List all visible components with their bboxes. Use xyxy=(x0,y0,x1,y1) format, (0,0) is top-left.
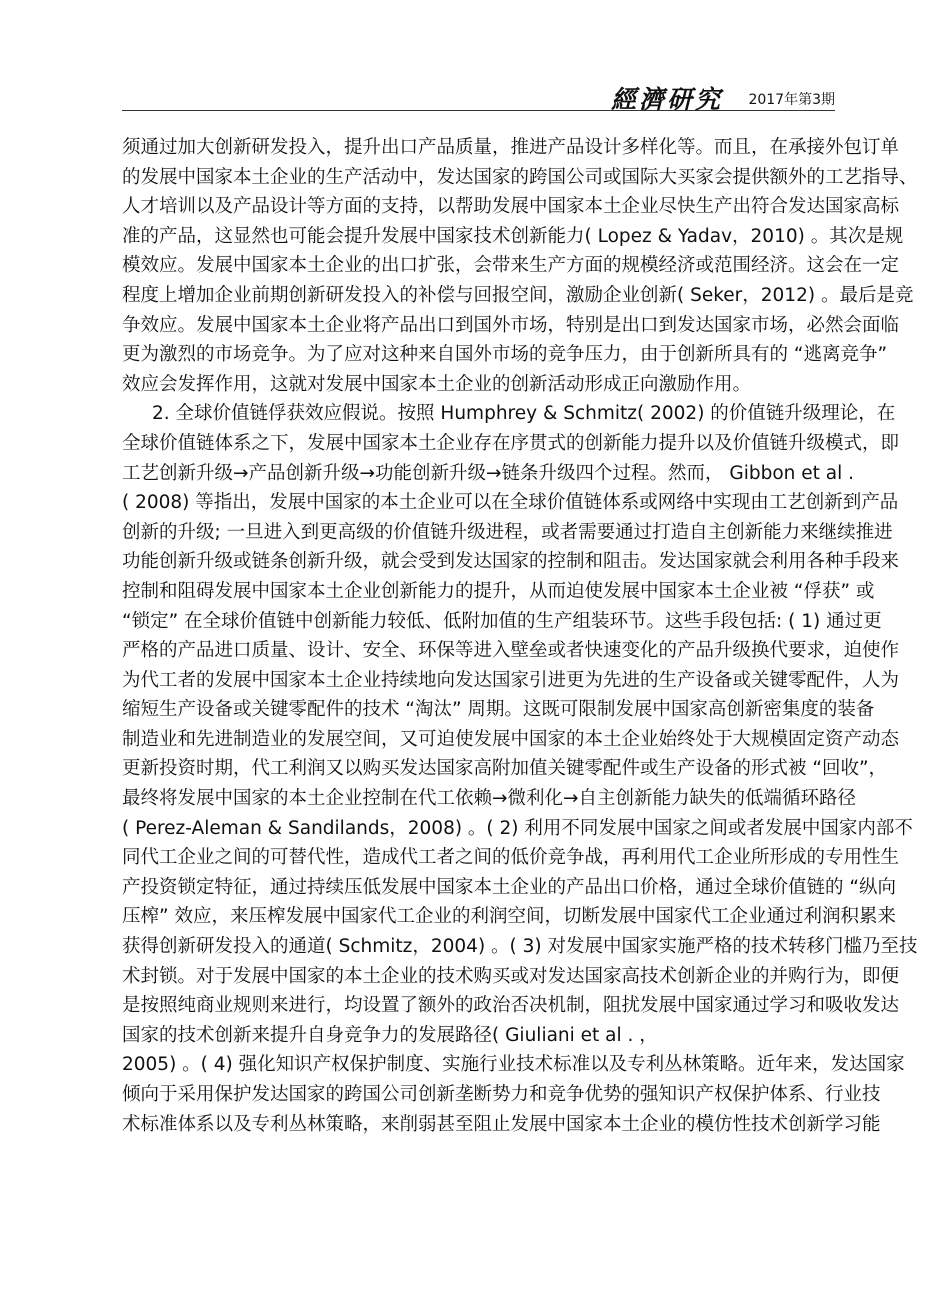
text-line: ( Perez-Aleman & Sandilands，2008) 。( 2) 利用不同发展中国家之间或者发展中国家内部不 xyxy=(122,817,913,839)
text-line: 须通过加大创新研发投入，提升出口产品质量，推进产品设计多样化等。而且，在承接外包订单 xyxy=(122,137,900,158)
text-line: 制造业和先进制造业的发展空间，又可迫使发展中国家的本土企业始终处于大规模固定资产动态 xyxy=(122,728,900,750)
text-line: 争效应。发展中国家本土企业将产品出口到国外市场，特别是出口到发达国家市场，必然会面临 xyxy=(122,314,900,336)
text-line: 更新投资时期，代工利润又以购买发达国家高附加值关键零配件或生产设备的形式被 “回收”， xyxy=(122,758,888,780)
text-line: 模效应。发展中国家本土企业的出口扩张，会带来生产方面的规模经济或范围经济。这会在一定 xyxy=(122,255,900,277)
text-line: 人才培训以及产品设计等方面的支持，以帮助发展中国家本土企业尽快生产出符合发达国家高标 xyxy=(122,196,900,218)
text-line: 同代工企业之间的可替代性，造成代工者之间的低价竞争战，再利用代工企业所形成的专用性生 xyxy=(122,847,900,869)
text-line: 获得创新研发投入的通道( Schmitz，2004) 。( 3) 对发展中国家实施严格的技术转移门槛乃至技 xyxy=(122,936,918,958)
text-line: 术标准体系以及专利丛林策略，来削弱甚至阻止发展中国家本土企业的模仿性技术创新学习能 xyxy=(122,1113,881,1135)
issue-number: 2017年第3期 xyxy=(748,92,835,108)
text-line: 准的产品，这显然也可能会提升发展中国家技术创新能力( Lopez & Yadav，2010) 。其次是规 xyxy=(122,225,904,247)
text-line: 压榨” 效应，来压榨发展中国家代工企业的利润空间，切断发展中国家代工企业通过利润积累来 xyxy=(122,906,896,928)
text-line: 为代工者的发展中国家本土企业持续地向发达国家引进更为先进的生产设备或关键零配件，人为 xyxy=(122,669,900,691)
running-header xyxy=(122,84,835,114)
text-line: 程度上增加企业前期创新研发投入的补偿与回报空间，激励企业创新( Seker，2012) 。最后是竞 xyxy=(122,284,914,306)
text-line: 的发展中国家本土企业的生产活动中，发达国家的跨国公司或国际大买家会提供额外的工艺指导、 xyxy=(122,166,918,188)
text-line: 是按照纯商业规则来进行，均设置了额外的政治否决机制，阻扰发展中国家通过学习和吸收发达 xyxy=(122,995,900,1017)
text-line: 2005) 。( 4) 强化知识产权保护制度、实施行业技术标准以及专利丛林策略。近年来，发达国家 xyxy=(122,1054,905,1076)
text-line: 倾向于采用保护发达国家的跨国公司创新垄断势力和竞争优势的强知识产权保护体系、行业技 xyxy=(122,1084,881,1105)
text-line: 功能创新升级或链条创新升级，就会受到发达国家的控制和阻击。发达国家就会利用各种手段来 xyxy=(122,551,900,573)
text-line: 工艺创新升级→产品创新升级→功能创新升级→链条升级四个过程。然而， Gibbon et al . xyxy=(122,462,855,484)
text-line: 术封锁。对于发展中国家的本土企业的技术购买或对发达国家高技术创新企业的并购行为，即便 xyxy=(122,965,900,987)
text-line: 全球价值链体系之下，发展中国家本土企业存在序贯式的创新能力提升以及价值链升级模式，即 xyxy=(122,432,900,454)
journal-logo: 經濟研究 xyxy=(610,85,723,114)
text-line: 2. 全球价值链俘获效应假说。按照 Humphrey & Schmitz( 2002) 的价值链升级理论，在 xyxy=(152,403,896,425)
text-line: “锁定” 在全球价值链中创新能力较低、低附加值的生产组装环节。这些手段包括: ( 1) 通过更 xyxy=(122,610,882,632)
text-line: 创新的升级; 一旦进入到更高级的价值链升级进程，或者需要通过打造自主创新能力来继续推进 xyxy=(122,521,893,543)
text-line: 缩短生产设备或关键零配件的技术 “淘汰” 周期。这既可限制发展中国家高创新密集度的装备 xyxy=(122,699,875,721)
text-line: 最终将发展中国家的本土企业控制在代工依赖→微利化→自主创新能力缺失的低端循环路径 xyxy=(122,788,857,810)
text-line: 更为激烈的市场竞争。为了应对这种来自国外市场的竞争压力，由于创新所具有的 “逃离竞争” xyxy=(122,344,888,366)
text-line: 效应会发挥作用，这就对发展中国家本土企业的创新活动形成正向激励作用。 xyxy=(122,373,752,395)
text-line: 国家的技术创新来提升自身竞争力的发展路径( Giuliani et al . ， xyxy=(122,1024,658,1046)
text-line: 产投资锁定特征，通过持续压低发展中国家本土企业的产品出口价格，通过全球价值链的 “纵向 xyxy=(122,876,896,898)
text-line: 控制和阻碍发展中国家本土企业创新能力的提升，从而迫使发展中国家本土企业被 “俘获” 或 xyxy=(122,580,875,602)
text-line: 严格的产品进口质量、设计、安全、环保等进入壁垒或者快速变化的产品升级换代要求，迫使作 xyxy=(122,640,900,662)
text-line: ( 2008) 等指出，发展中国家的本土企业可以在全球价值链体系或网络中实现由工艺创新到产品 xyxy=(122,492,899,514)
article-body xyxy=(122,133,918,1139)
